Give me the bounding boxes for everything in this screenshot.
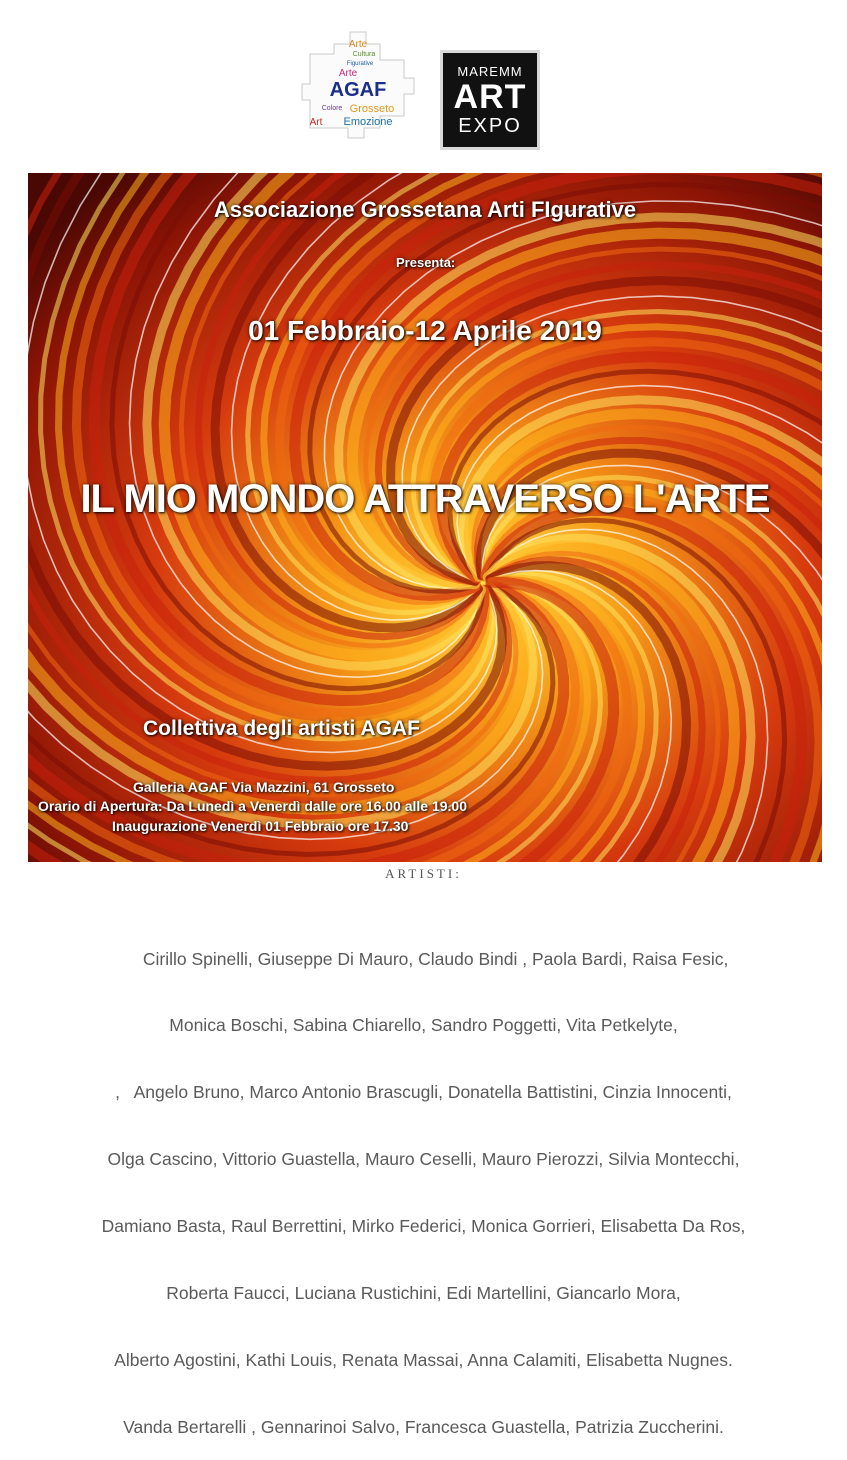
expo-logo-line1: MAREMM (457, 63, 523, 79)
agaf-word-1: Cultura (352, 51, 376, 58)
artists-line: Roberta Faucci, Luciana Rustichini, Edi Martellini, Giancarlo Mora, (166, 1283, 681, 1304)
artists-line: Olga Cascino, Vittorio Guastella, Mauro Ceselli, Mauro Pierozzi, Silvia Montecchi, (107, 1149, 740, 1170)
maremma-art-expo-logo (440, 50, 540, 150)
agaf-word-6: Art (309, 117, 323, 128)
agaf-word-5: Emozione (343, 116, 393, 128)
presenta-label: Presenta: (396, 255, 456, 270)
artists-heading: ARTISTI: (385, 866, 462, 881)
collettiva-subtitle: Collettiva degli artisti AGAF (143, 717, 420, 740)
artists-line: Cirillo Spinelli, Giuseppe Di Mauro, Claudo Bindi , Paola Bardi, Raisa Fesic, (118, 948, 729, 969)
agaf-word-4: Grosseto (349, 103, 395, 115)
agaf-word-3: Colore (321, 105, 343, 112)
inauguration-info: Inaugurazione Venerdì 01 Febbraio ore 17.30 (112, 818, 409, 834)
agaf-logo (300, 30, 415, 140)
poster-artwork (28, 173, 822, 862)
agaf-word-7: Arte (338, 68, 358, 79)
exhibition-dates: 01 Febbraio-12 Aprile 2019 (248, 315, 602, 346)
agaf-word-0: Arte (348, 39, 368, 50)
artists-line: , Angelo Bruno, Marco Antonio Brascugli, Donatella Battistini, Cinzia Innocenti, (115, 1082, 732, 1103)
artists-line: Monica Boschi, Sabina Chiarello, Sandro Poggetti, Vita Petkelyte, (169, 1015, 678, 1036)
venue-address: Galleria AGAF Via Mazzini, 61 Grosseto (133, 779, 395, 795)
agaf-logo-name: AGAF (329, 79, 387, 101)
organization-name: Associazione Grossetana Arti FIgurative (213, 197, 637, 222)
artists-list (0, 903, 847, 1460)
opening-hours: Orario di Apertura: Da Lunedì a Venerdì dalle ore 16.00 alle 19.00 (38, 798, 467, 814)
artists-line: Alberto Agostini, Kathi Louis, Renata Massai, Anna Calamiti, Elisabetta Nugnes. (114, 1349, 733, 1370)
agaf-word-2: Figurative (346, 61, 374, 67)
expo-logo-line2: ART (453, 77, 527, 116)
artists-line: Vanda Bertarelli , Gennarinoi Salvo, Francesca Guastella, Patrizia Zuccherini. (123, 1416, 724, 1437)
expo-logo-line3: EXPO (458, 114, 522, 137)
artists-line: Damiano Basta, Raul Berrettini, Mirko Federici, Monica Gorrieri, Elisabetta Da Ros, (101, 1216, 746, 1237)
exhibition-title: IL MIO MONDO ATTRAVERSO L'ARTE (80, 477, 770, 521)
